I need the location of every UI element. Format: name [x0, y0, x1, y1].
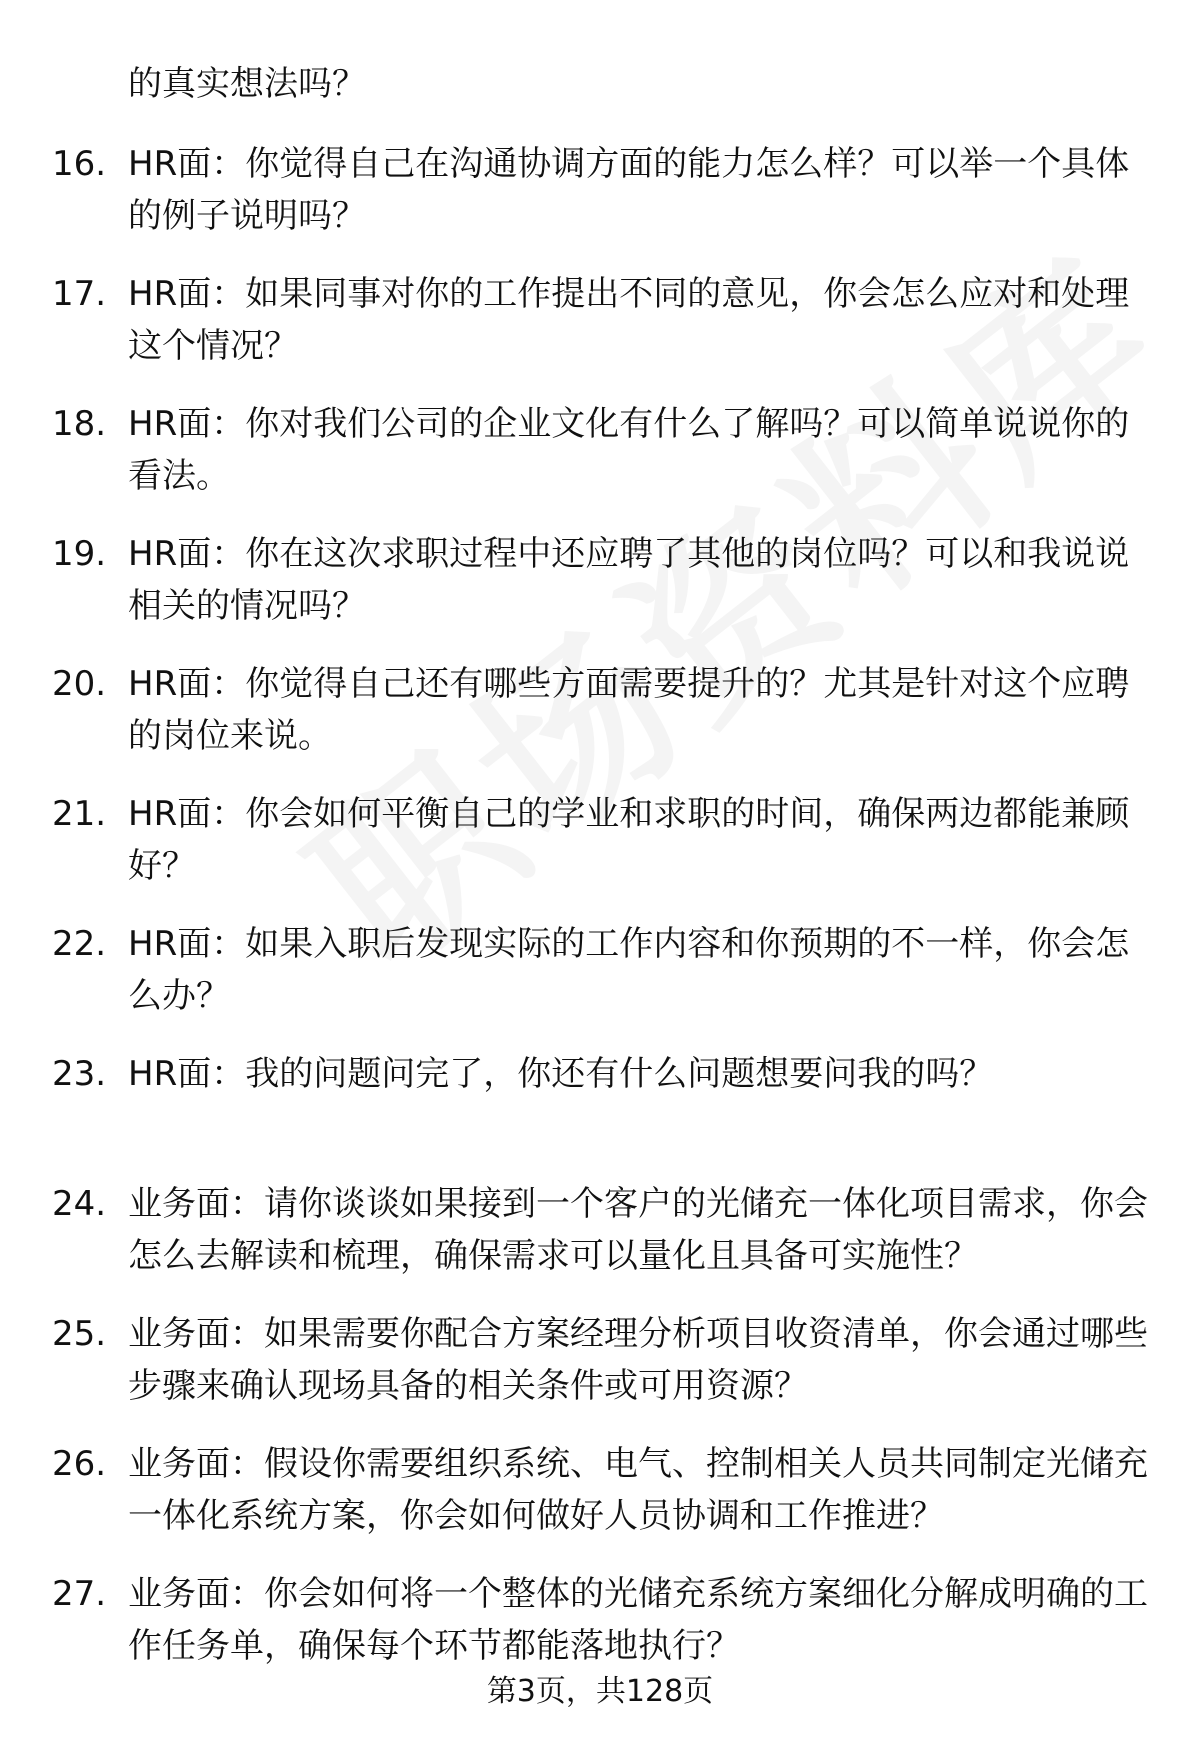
question-text: HR面：你对我们公司的企业文化有什么了解吗？可以简单说说你的看法。: [128, 404, 1130, 496]
question-text: HR面：如果入职后发现实际的工作内容和你预期的不一样，你会怎么办？: [128, 924, 1130, 1016]
question-text: HR面：我的问题问完了，你还有什么问题想要问我的吗？: [128, 1054, 994, 1094]
question-text: HR面：你觉得自己在沟通协调方面的能力怎么样？可以举一个具体的例子说明吗？: [128, 144, 1130, 236]
question-item: [0, 1438, 1200, 1568]
question-item: [0, 1178, 1200, 1308]
question-text: 业务面：如果需要你配合方案经理分析项目收资清单，你会通过哪些步骤来确认现场具备的相关条件或可用资源？: [128, 1314, 1148, 1406]
question-number: 23.: [52, 1054, 107, 1094]
question-number: 21.: [52, 794, 107, 834]
question-item: [0, 1048, 1200, 1178]
page-footer: 第3页，共128页: [486, 1674, 714, 1709]
question-number: 24.: [52, 1184, 107, 1224]
question-text: HR面：你会如何平衡自己的学业和求职的时间，确保两边都能兼顾好？: [128, 794, 1130, 886]
question-item: [0, 658, 1200, 788]
question-number: 16.: [52, 144, 107, 184]
question-text: 业务面：请你谈谈如果接到一个客户的光储充一体化项目需求，你会怎么去解读和梳理，确保需求可以量化且具备可实施性？: [128, 1184, 1148, 1276]
question-number: 27.: [52, 1574, 107, 1614]
question-item: [0, 788, 1200, 918]
question-text: HR面：你在这次求职过程中还应聘了其他的岗位吗？可以和我说说相关的情况吗？: [128, 534, 1130, 626]
question-number: 20.: [52, 664, 107, 704]
question-number: 19.: [52, 534, 107, 574]
question-item: [0, 268, 1200, 398]
question-text: HR面：如果同事对你的工作提出不同的意见，你会怎么应对和处理这个情况？: [128, 274, 1130, 366]
continuation-text: 的真实想法吗？: [128, 64, 366, 104]
question-item: [0, 528, 1200, 658]
question-number: 26.: [52, 1444, 107, 1484]
question-text: 业务面：你会如何将一个整体的光储充系统方案细化分解成明确的工作任务单，确保每个环节都能落地执行？: [128, 1574, 1148, 1666]
question-item: [0, 398, 1200, 528]
question-number: 17.: [52, 274, 107, 314]
question-number: 22.: [52, 924, 107, 964]
question-item: [0, 1308, 1200, 1438]
question-item: [0, 138, 1200, 268]
question-text: HR面：你觉得自己还有哪些方面需要提升的？尤其是针对这个应聘的岗位来说。: [128, 664, 1130, 756]
question-list: [0, 138, 1200, 1698]
question-number: 18.: [52, 404, 107, 444]
question-text: 业务面：假设你需要组织系统、电气、控制相关人员共同制定光储充一体化系统方案，你会如何做好人员协调和工作推进？: [128, 1444, 1148, 1536]
question-item: [0, 918, 1200, 1048]
question-number: 25.: [52, 1314, 107, 1354]
